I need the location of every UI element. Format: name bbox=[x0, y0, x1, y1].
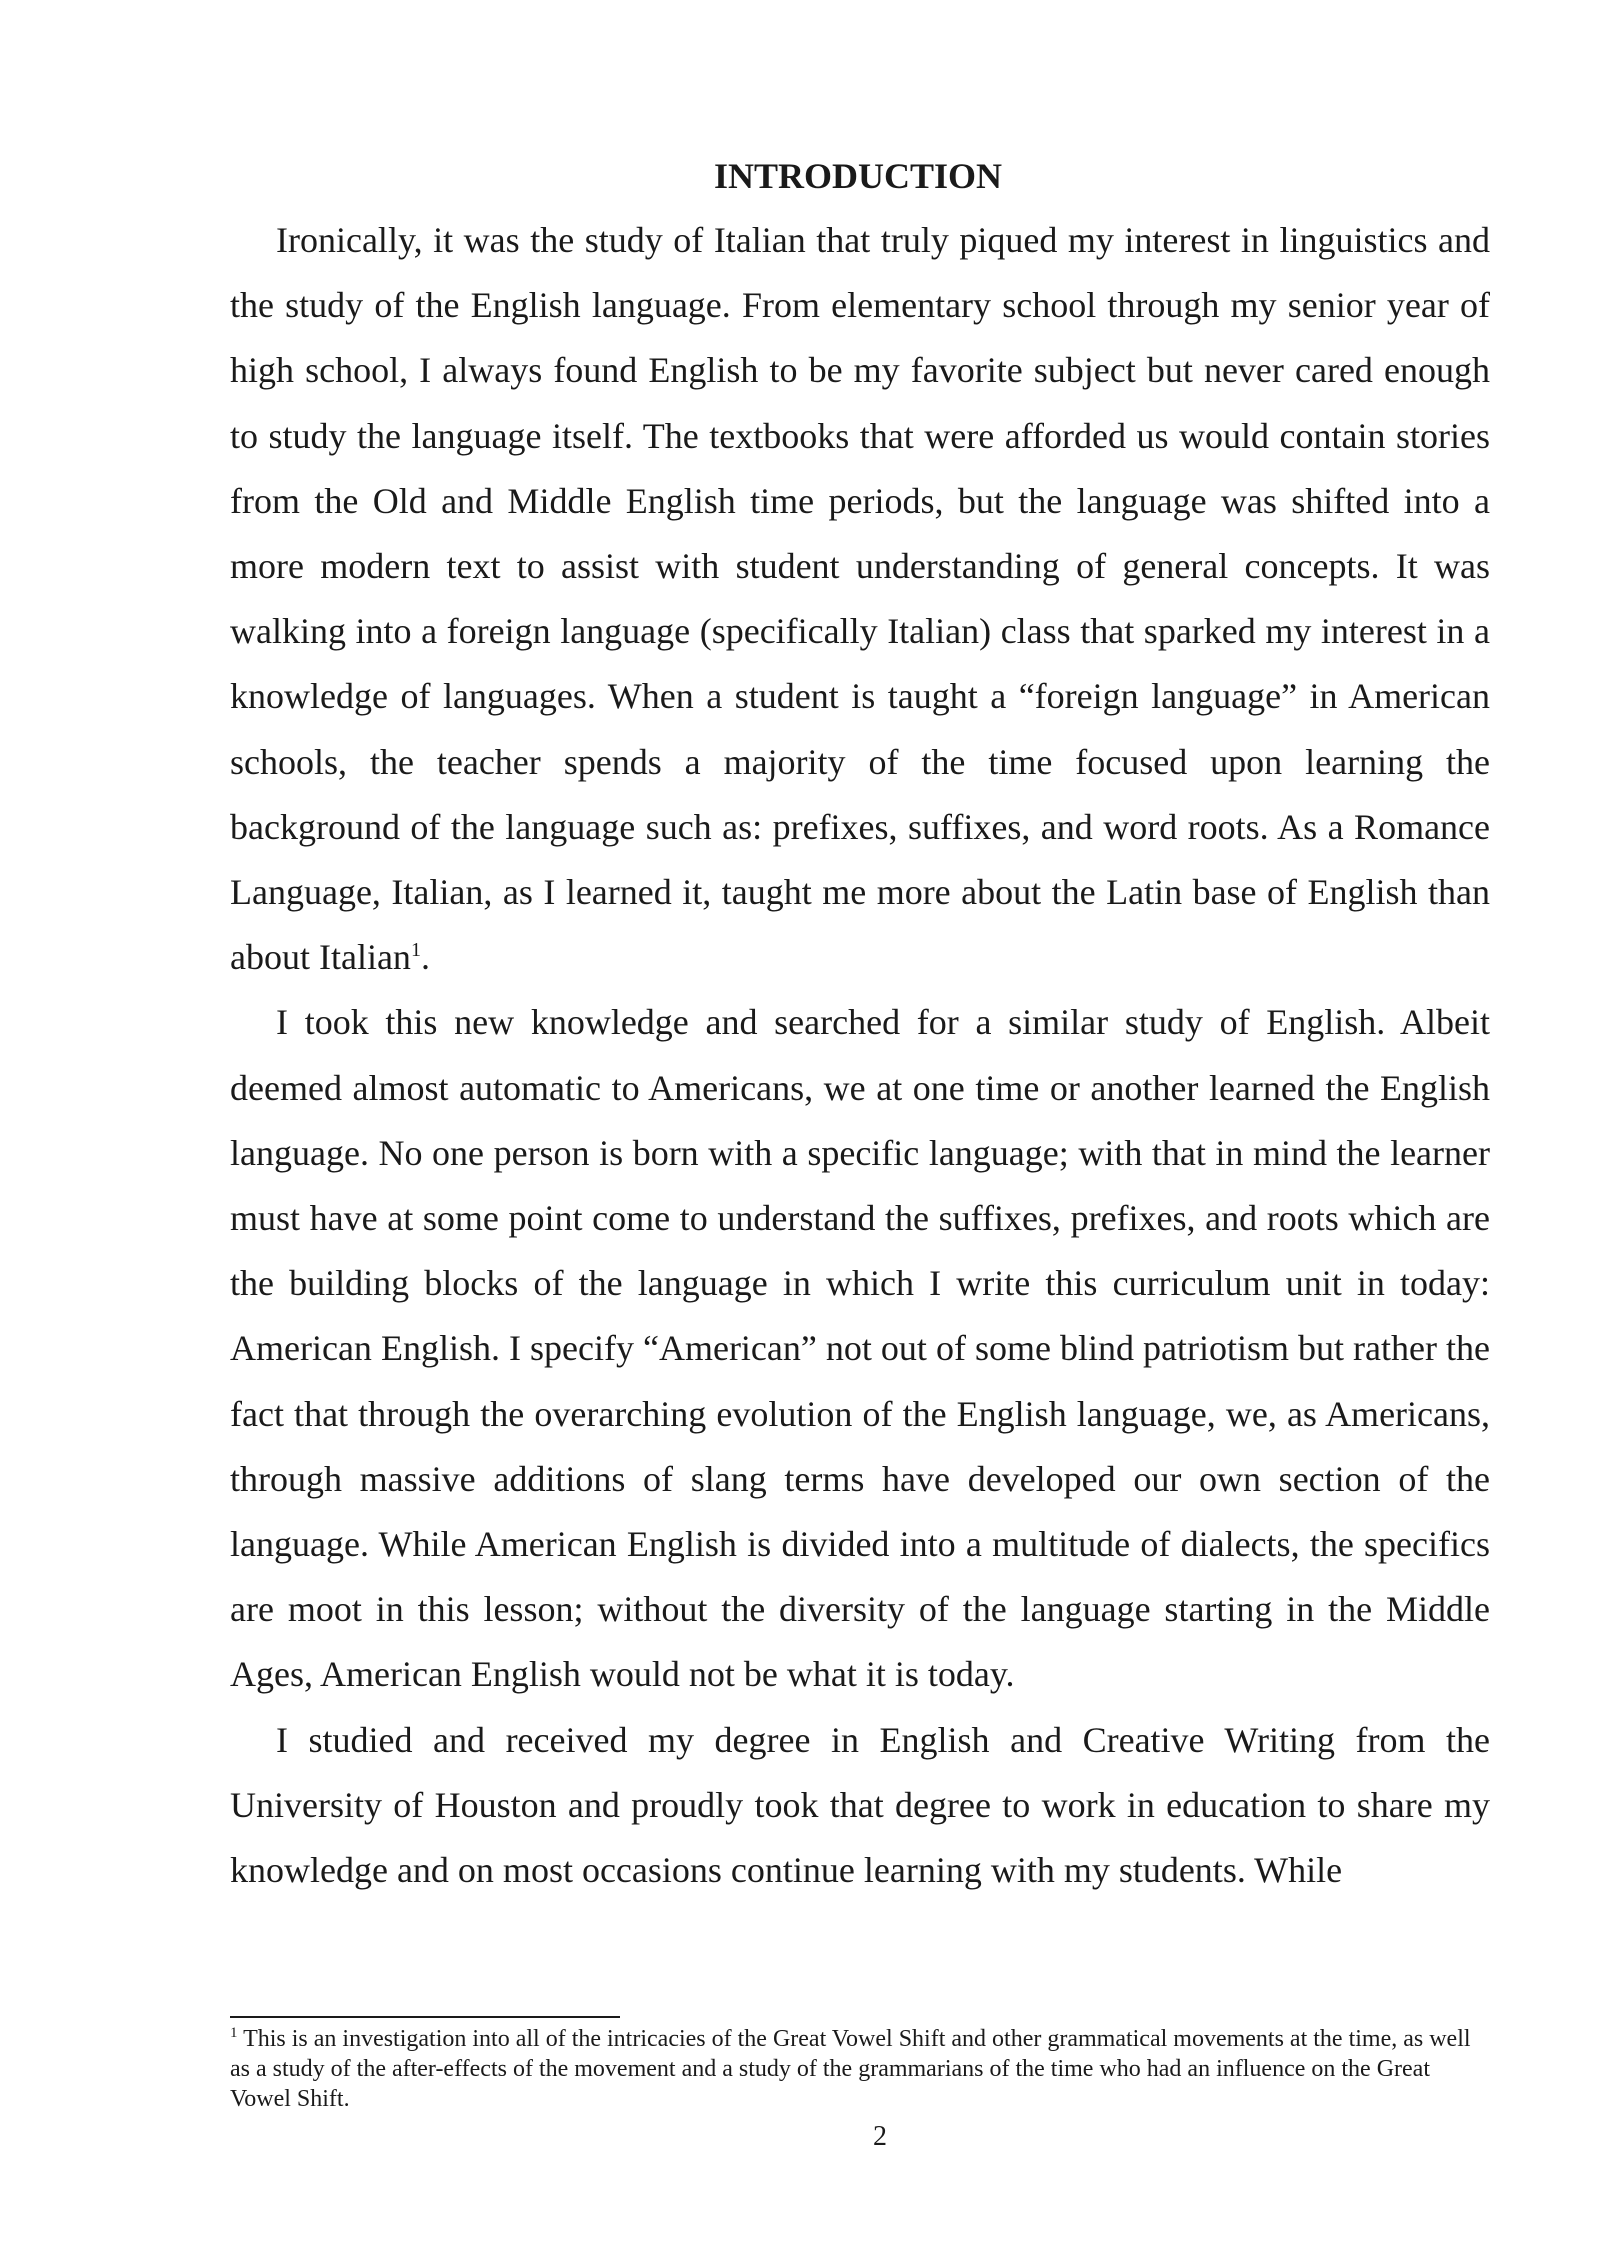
paragraph-3: I studied and received my degree in English and Creative Writing from the University of Houston and proudly took that degree to work in education to share my knowledge and on most occasions continue learning with my students. While bbox=[230, 1719, 1490, 1891]
body-text bbox=[230, 208, 1490, 1903]
paragraph-1 bbox=[230, 208, 1490, 990]
footnote-text: This is an investigation into all of the intricacies of the Great Vowel Shift and other grammatical movements at the time, as well as a study of the after-effects of the movement and a study of the grammarians of the time who had an influence on the Great Vowel Shift. bbox=[230, 2026, 1471, 2112]
footnote-separator bbox=[230, 2016, 620, 2018]
footnote-reference: 1 bbox=[410, 939, 421, 962]
page-title: INTRODUCTION bbox=[713, 156, 1003, 196]
page-number: 2 bbox=[873, 2121, 887, 2152]
footnote-marker: 1 bbox=[230, 2025, 238, 2041]
footnote bbox=[230, 2024, 1492, 2114]
paragraph-2: I took this new knowledge and searched for a similar study of English. Albeit deemed almost automatic to Americans, we at one time or another learned the English language. No one person is born with a specific language; with that in mind the learner must have at some point come to understand the suffixes, prefixes, and roots which are the building blocks of the language in which I write this curriculum unit in today: American English. I specify “American” not out of some blind patriotism but rather the fact that through the overarching evolution of the English language, we, as Americans, through massive additions of slang terms have developed our own section of the language. While American English is divided into a multitude of dialects, the specifics are moot in this lesson; without the diversity of the language starting in the Middle Ages, American English would not be what it is today. bbox=[230, 1002, 1490, 1695]
paragraph-1-end: . bbox=[420, 937, 430, 978]
paragraph-1-text: Ironically, it was the study of Italian that truly piqued my interest in linguistics and the study of the English language. From elementary school through my senior year of high school, I always found English to be my favorite subject but never cared enough to study the language itself. The textbooks that were afforded us would contain stories from the Old and Middle English time periods, but the language was shifted into a more modern text to assist with student understanding of general concepts. It was walking into a foreign language (specifically Italian) class that sparked my interest in a knowledge of languages. When a student is taught a “foreign language” in American schools, the teacher spends a majority of the time focused upon learning the background of the language such as: prefixes, suffixes, and word roots. As a Romance Language, Italian, as I learned it, taught me more about the Latin base of English than about Italian bbox=[230, 220, 1490, 978]
